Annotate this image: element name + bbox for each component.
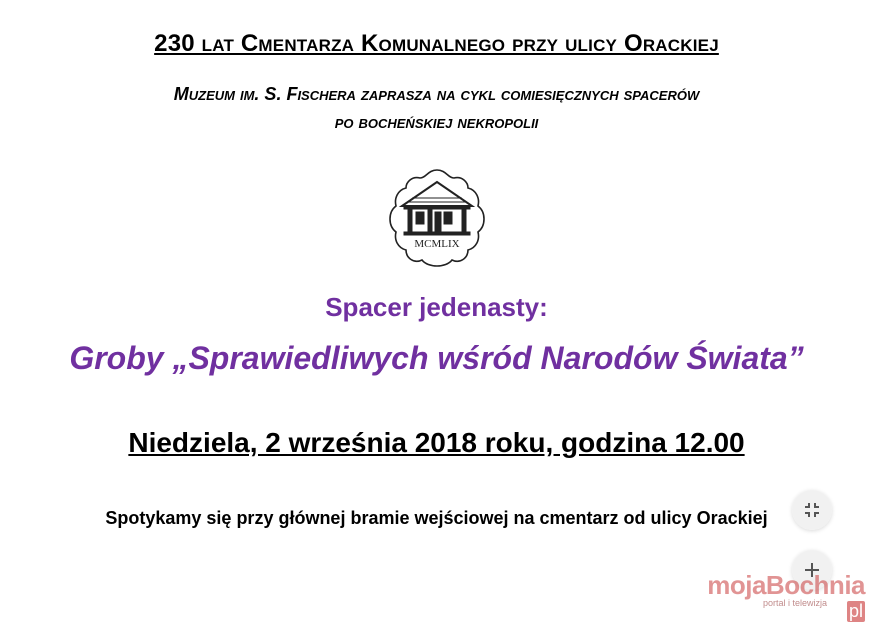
watermark-brand: mojaBochnia [707, 570, 865, 600]
collapse-button[interactable] [792, 490, 832, 530]
document-title: 230 lat Cmentarza Komunalnego przy ulicy Orackiej [154, 30, 719, 57]
watermark-tld: pl [848, 601, 863, 621]
subtitle-line-1: Muzeum im. S. Fischera zaprasza na cykl comiesięcznych spacerów [173, 84, 700, 104]
museum-logo [382, 164, 492, 274]
watermark [690, 570, 865, 621]
meeting-info: Spotykamy się przy głównej bramie wejściowej na cmentarz od ulicy Orackiej [105, 508, 768, 528]
event-date: Niedziela, 2 września 2018 roku, godzina 12.00 [128, 427, 745, 458]
walk-title: Groby „Sprawiedliwych wśród Narodów Świata” [69, 340, 804, 376]
watermark-tagline: portal i telewizja [762, 598, 827, 608]
collapse-icon [803, 501, 821, 519]
walk-label: Spacer jedenasty: [325, 292, 548, 322]
subtitle-line-2: po bocheńskiej nekropolii [334, 112, 539, 132]
logo-text: MCMLIX [414, 238, 460, 250]
